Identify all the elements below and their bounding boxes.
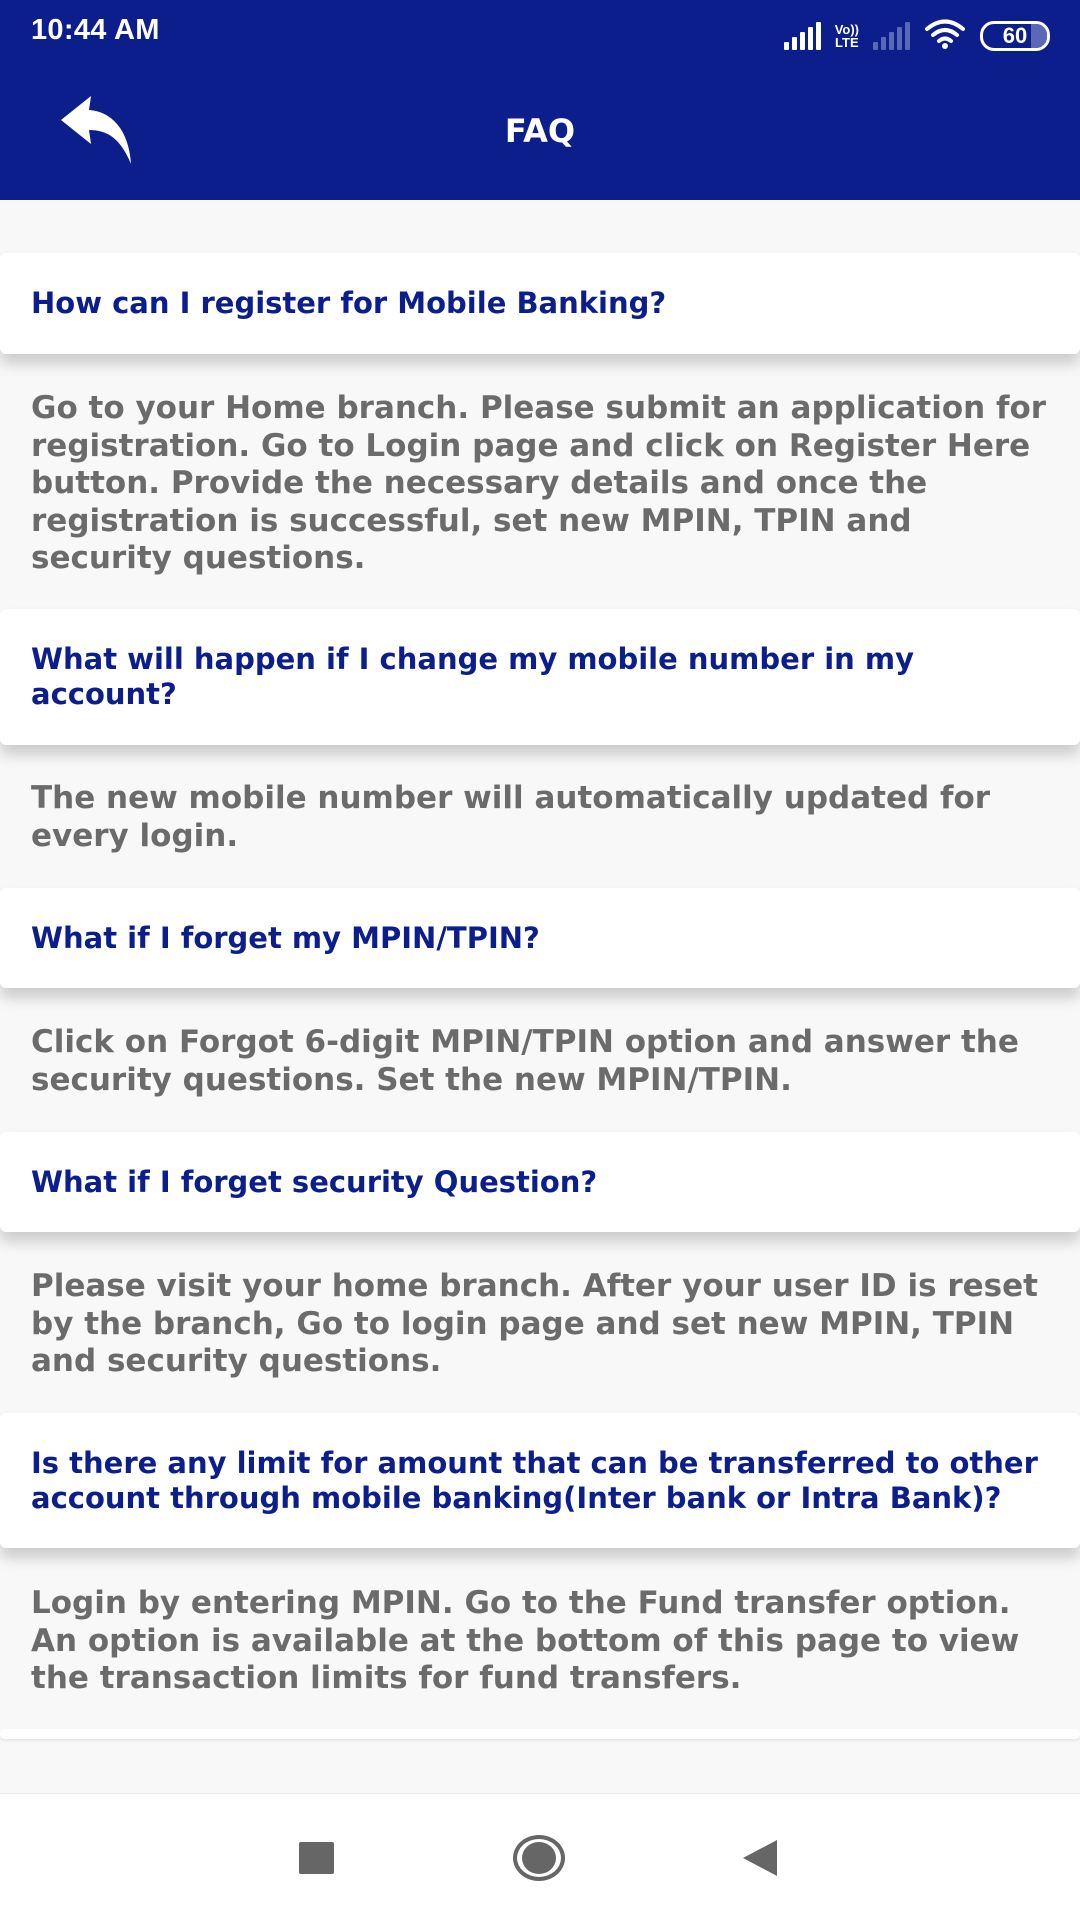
faq-answer-1: Go to your Home branch. Please submit an application for registration. Go to Login page and click on Register Here button. Provide the necessary details and once the registration is successful, set new MPIN, TPIN and security questions.	[31, 390, 1047, 576]
faq-question-text: What will happen if I change my mobile number in my account?	[31, 642, 915, 711]
volte-icon: Vo)) LTE	[834, 22, 859, 50]
back-triangle-icon	[743, 1840, 777, 1876]
faq-question-text: What if I forget security Question?	[31, 1164, 598, 1199]
faq-question-4[interactable]	[0, 1132, 1080, 1232]
faq-question-text: How can I register for Mobile Banking?	[31, 286, 667, 320]
faq-answer-5: Login by entering MPIN. Go to the Fund transfer option. An option is available at the bottom of this page to view the transaction limits for fund transfers.	[31, 1585, 1020, 1696]
signal-no-service-icon	[873, 22, 910, 50]
page-title: FAQ	[504, 112, 576, 150]
faq-question-2[interactable]	[0, 609, 1080, 745]
recents-button[interactable]	[276, 1830, 356, 1886]
battery-icon: 60	[980, 21, 1050, 51]
faq-answer-3: Click on Forgot 6-digit MPIN/TPIN option and answer the security questions. Set the new MPIN/TPIN.	[31, 1024, 1019, 1098]
faq-answer-2: The new mobile number will automatically updated for every login.	[31, 780, 991, 854]
system-navbar	[0, 1793, 1080, 1920]
home-button[interactable]	[499, 1830, 579, 1886]
faq-question-text: Is there any limit for amount that can be transferred to other account through mobile banking(Inter bank or Intra Bank)?	[31, 1445, 1038, 1515]
faq-list[interactable]	[0, 200, 1080, 1793]
system-back-button[interactable]	[720, 1830, 800, 1886]
wifi-icon	[924, 18, 966, 54]
faq-question-text: What if I forget my MPIN/TPIN?	[31, 920, 540, 955]
faq-question-6-partial[interactable]	[0, 1729, 1080, 1739]
signal-icon	[784, 22, 821, 50]
status-time: 10:44 AM	[31, 14, 160, 46]
faq-question-1[interactable]	[0, 253, 1080, 354]
home-circle-icon	[513, 1835, 565, 1881]
recents-square-icon	[299, 1842, 334, 1874]
faq-answer-4: Please visit your home branch. After your user ID is reset by the branch, Go to login page and set new MPIN, TPIN and security questions.	[31, 1268, 1038, 1379]
faq-question-3[interactable]	[0, 888, 1080, 988]
app-header	[0, 0, 1080, 200]
faq-question-5[interactable]	[0, 1413, 1080, 1548]
status-icons	[784, 18, 1050, 54]
